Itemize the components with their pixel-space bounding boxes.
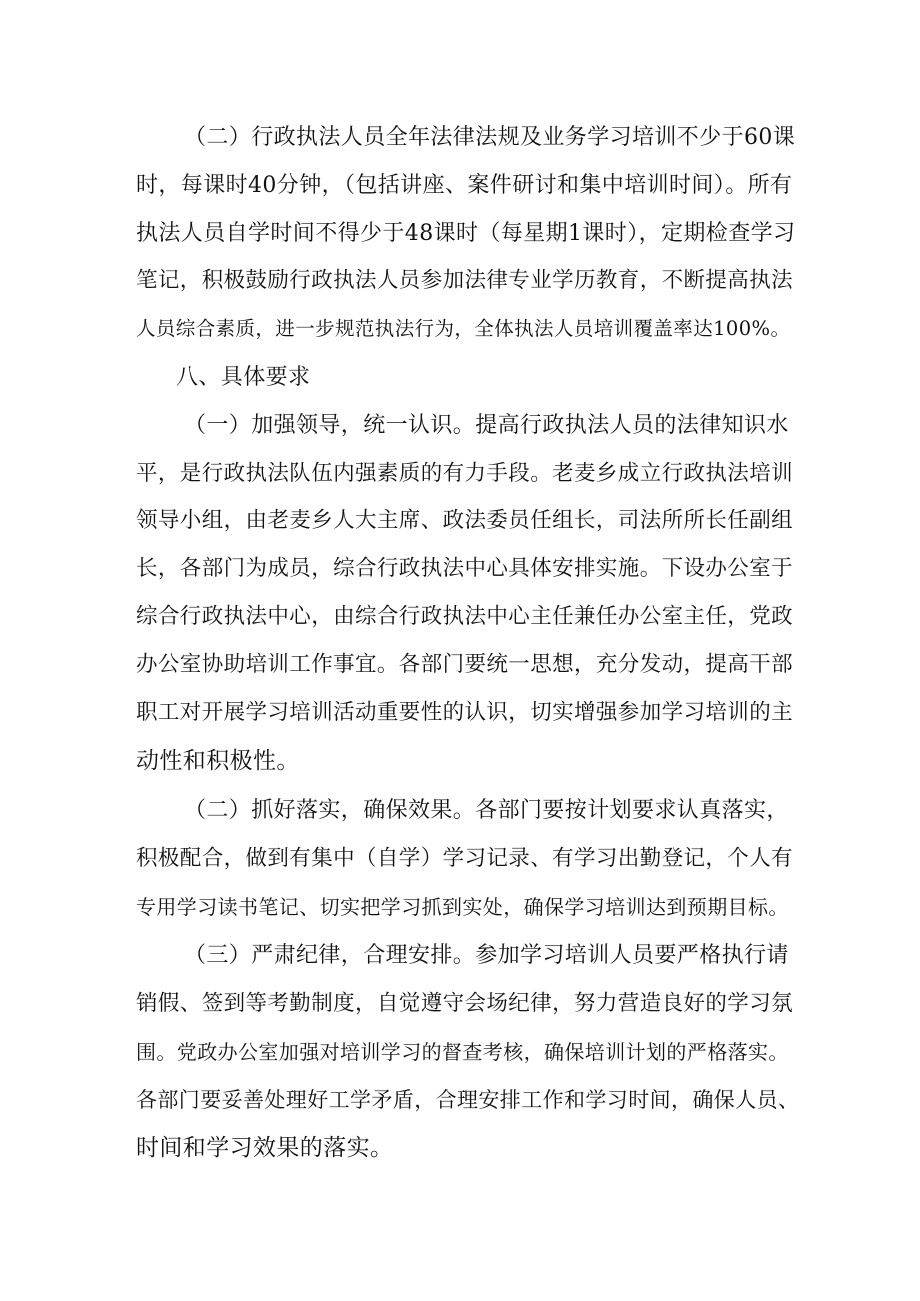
paragraph-line: （二）抓好落实，确保效果。各部门要按计划要求认真落实， xyxy=(184,798,789,823)
paragraph-line: 专用学习读书笔记、切实把学习抓到实处，确保学习培训达到预期目标。 xyxy=(136,895,789,919)
paragraph-line: 笔记，积极鼓励行政执法人员参加法律专业学历教育，不断提高执法 xyxy=(136,268,794,293)
paragraph-line: （三）严肃纪律，合理安排。参加学习培训人员要严格执行请 xyxy=(184,943,789,968)
paragraph-line: 领导小组，由老麦乡人大主席、政法委员任组长，司法所所长任副组 xyxy=(136,508,794,533)
paragraph-line: 动性和积极性。 xyxy=(136,748,300,774)
paragraph-line: （一）加强领导，统一认识。提高行政执法人员的法律知识水 xyxy=(184,413,789,438)
paragraph-line: 执法人员自学时间不得少于48课时（每星期1课时），定期检查学习 xyxy=(136,221,796,246)
paragraph-line: 围。党政办公室加强对培训学习的督查考核，确保培训计划的严格落实。 xyxy=(136,1040,789,1064)
paragraph-line: 各部门要妥善处理好工学矛盾，合理安排工作和学习时间，确保人员、 xyxy=(136,1088,800,1112)
paragraph-line: 综合行政执法中心，由综合行政执法中心主任兼任办公室主任，党政 xyxy=(136,604,794,629)
paragraph-line: 时，每课时40分钟，（包括讲座、案件研讨和集中培训时间）。所有 xyxy=(136,173,793,198)
paragraph-line: 时间和学习效果的落实。 xyxy=(136,1135,394,1161)
section-heading: 八、具体要求 xyxy=(176,365,311,390)
paragraph-line: 办公室协助培训工作事宜。各部门要统一思想，充分发动，提高干部 xyxy=(136,652,794,677)
paragraph-line: 平，是行政执法队伍内强素质的有力手段。老麦乡成立行政执法培训 xyxy=(136,461,794,486)
paragraph-line: 销假、签到等考勤制度，自觉遵守会场纪律，努力营造良好的学习氛 xyxy=(136,991,794,1016)
paragraph-line: （二）行政执法人员全年法律法规及业务学习培训不少于60课 xyxy=(184,125,796,150)
paragraph-line: 积极配合，做到有集中（自学）学习记录、有学习出勤登记，个人有 xyxy=(136,846,794,871)
paragraph-line: 长，各部门为成员，综合行政执法中心具体安排实施。下设办公室于 xyxy=(136,556,794,581)
paragraph-line: 职工对开展学习培训活动重要性的认识，切实增强参加学习培训的主 xyxy=(136,700,794,725)
paragraph-line: 人员综合素质，进一步规范执法行为，全体执法人员培训覆盖率达100%。 xyxy=(136,317,791,340)
